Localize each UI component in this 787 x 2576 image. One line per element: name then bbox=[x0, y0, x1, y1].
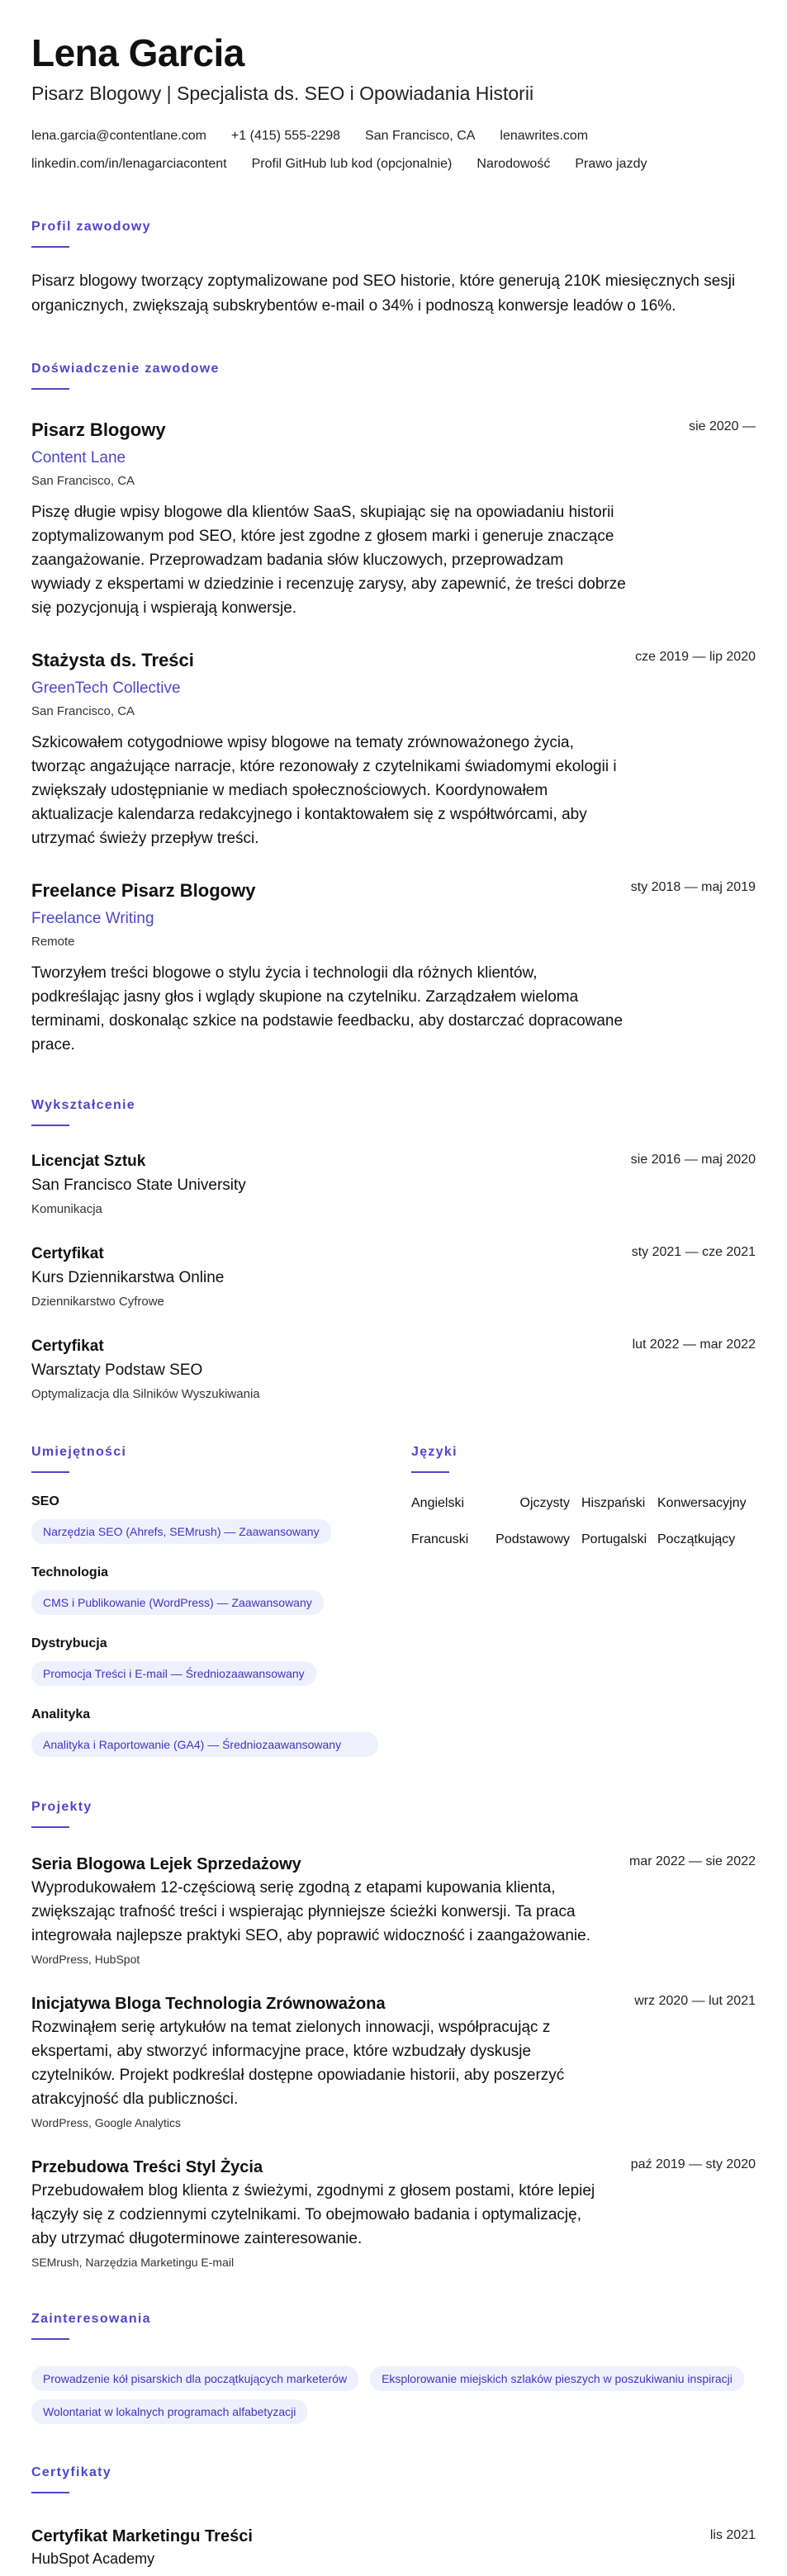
education-degree: Certyfikat bbox=[31, 1338, 104, 1355]
skill-group bbox=[31, 1564, 378, 1615]
skills-languages-row bbox=[31, 1445, 756, 1757]
skill-pill: CMS i Publikowanie (WordPress) — Zaawansowany bbox=[31, 1590, 324, 1615]
skill-group-name: Analityka bbox=[31, 1707, 91, 1721]
contact-nationality: Narodowość bbox=[476, 157, 551, 171]
education-degree: Certyfikat bbox=[31, 1245, 104, 1262]
education-entry bbox=[31, 1243, 756, 1311]
project-description: Rozwinąłem serię artykułów na temat zielonych innowacji, współpracując z ekspertami, aby stworzyć informacyjne prace, które wzbudzały dyskusje czytelników. Projekt podkreślał dostępne opowiadanie historii, aby poszerzyć atrakcyjność dla publiczności. bbox=[31, 2019, 565, 2108]
language-level: Podstawowy bbox=[495, 1532, 570, 1546]
language-level: Konwersacyjny bbox=[657, 1496, 747, 1510]
section-divider bbox=[31, 1826, 69, 1828]
experience-section bbox=[31, 362, 756, 1057]
language-row bbox=[411, 1529, 756, 1551]
job-description: Piszę długie wpisy blogowe dla klientów SaaS, skupiając się na opowiadaniu historii zoptymalizowanym pod SEO, które jest zgodne z głosem marki i generuje znaczące zaangażowanie. Przeprowadzam badania słów kluczowych, przeprowadzam wywiady z ekspertami w dziedzinie i recenzuję zarysy, aby zapewnić, że treści dobrze się pozycjonują i wspierają konwersje. bbox=[31, 504, 626, 617]
education-school: Kurs Dziennikarstwa Online bbox=[31, 1269, 225, 1286]
summary-text: Pisarz blogowy tworzący zoptymalizowane pod SEO historie, które generują 210K miesięcznych sesji organicznych, zwiększają subskrybentów e-mail o 34% i podnoszą konwersje leadów o 16%. bbox=[31, 272, 736, 315]
section-divider bbox=[31, 388, 69, 390]
language-name: Portugalski bbox=[581, 1532, 647, 1546]
education-date: lut 2022 — mar 2022 bbox=[632, 1338, 756, 1352]
interest-pill: Eksplorowanie miejskich szlaków pieszych w poszukiwaniu inspiracji bbox=[370, 2366, 744, 2391]
project-title: Przebudowa Treści Styl Życia bbox=[31, 2158, 263, 2176]
job-title: Freelance Pisarz Blogowy bbox=[31, 880, 256, 901]
contact-driving-license: Prawo jazdy bbox=[575, 157, 647, 171]
job-company: Freelance Writing bbox=[31, 910, 154, 927]
education-school: San Francisco State University bbox=[31, 1177, 246, 1194]
skill-pill: Analityka i Raportowanie (GA4) — Średniozaawansowany bbox=[31, 1732, 378, 1757]
job-company: Content Lane bbox=[31, 449, 126, 466]
project-description: Przebudowałem blog klienta z świeżymi, zgodnymi z głosem postami, które lepiej łączyły się z codziennymi czytelnikami. To obejmowało badania i optymalizację, aby utrzymać długoterminowe zainteresowanie. bbox=[31, 2182, 595, 2247]
education-section bbox=[31, 1098, 756, 1404]
contact-location: San Francisco, CA bbox=[365, 129, 476, 143]
skill-pill: Promocja Treści i E-mail — Średniozaawansowany bbox=[31, 1661, 316, 1686]
section-title: Doświadczenie zawodowe bbox=[31, 362, 220, 376]
summary-section bbox=[31, 220, 756, 319]
contact-email[interactable]: lena.garcia@contentlane.com bbox=[31, 129, 206, 143]
skill-group-name: Dystrybucja bbox=[31, 1636, 107, 1650]
job-entry bbox=[31, 878, 756, 1057]
section-title: Umiejętności bbox=[31, 1445, 127, 1459]
section-title: Certyfikaty bbox=[31, 2465, 112, 2479]
job-date: cze 2019 — lip 2020 bbox=[635, 650, 756, 664]
language-level: Początkujący bbox=[657, 1532, 736, 1546]
section-divider bbox=[31, 2338, 69, 2340]
project-description: Wyprodukowałem 12-częściową serię zgodną z etapami kupowania klienta, zwiększając trafność treści i wspierając płynniejsze ścieżki konwersji. Ta praca integrowała najlepsze praktyki SEO, aby poprawić widoczność i zaangażowanie. bbox=[31, 1879, 590, 1944]
project-title: Seria Blogowa Lejek Sprzedażowy bbox=[31, 1855, 301, 1873]
interest-list bbox=[31, 2358, 756, 2424]
certificate-issuer: HubSpot Academy bbox=[31, 2550, 155, 2567]
interest-pill: Wolontariat w lokalnych programach alfabetyzacji bbox=[31, 2399, 307, 2424]
education-school: Warsztaty Podstaw SEO bbox=[31, 1361, 203, 1379]
education-date: sie 2016 — maj 2020 bbox=[630, 1153, 756, 1167]
education-field: Dziennikarstwo Cyfrowe bbox=[31, 1295, 164, 1309]
section-title: Profil zawodowy bbox=[31, 220, 151, 234]
education-field: Komunikacja bbox=[31, 1202, 102, 1216]
project-tech: WordPress, Google Analytics bbox=[31, 2116, 182, 2129]
job-location: San Francisco, CA bbox=[31, 704, 135, 718]
project-entry bbox=[31, 1992, 756, 2131]
candidate-name: Lena Garcia bbox=[31, 31, 244, 74]
section-title: Projekty bbox=[31, 1800, 92, 1814]
job-entry bbox=[31, 648, 756, 850]
project-date: mar 2022 — sie 2022 bbox=[629, 1854, 756, 1868]
skill-pill: Narzędzia SEO (Ahrefs, SEMrush) — Zaawansowany bbox=[31, 1519, 331, 1544]
section-divider bbox=[31, 1471, 69, 1473]
certificate-entry bbox=[31, 2525, 756, 2569]
resume-header bbox=[31, 30, 756, 178]
skill-group-name: Technologia bbox=[31, 1565, 109, 1579]
job-location: San Francisco, CA bbox=[31, 474, 135, 488]
section-divider bbox=[411, 1471, 449, 1473]
job-company: GreenTech Collective bbox=[31, 680, 181, 697]
job-description: Tworzyłem treści blogowe o stylu życia i technologii dla różnych klientów, podkreślając jasny głos i wglądy skupione na czytelniku. Zarządzałem wieloma terminami, doskonaląc szkice na podstawie feedbacku, aby dostarczać dopracowane prace. bbox=[31, 964, 623, 1054]
languages-section bbox=[411, 1445, 756, 1757]
job-entry bbox=[31, 418, 756, 620]
skill-group bbox=[31, 1706, 378, 1757]
project-entry bbox=[31, 2156, 756, 2271]
language-name: Angielski bbox=[411, 1496, 465, 1510]
certificates-section bbox=[31, 2465, 756, 2569]
skill-group-name: SEO bbox=[31, 1494, 59, 1508]
project-tech: SEMrush, Narzędzia Marketingu E-mail bbox=[31, 2256, 235, 2269]
job-date: sie 2020 — bbox=[689, 419, 756, 433]
certificate-date: lis 2021 bbox=[709, 2528, 756, 2542]
job-date: sty 2018 — maj 2019 bbox=[630, 880, 756, 894]
project-tech: WordPress, HubSpot bbox=[31, 1953, 140, 1966]
education-entry bbox=[31, 1336, 756, 1404]
project-title: Inicjatywa Bloga Technologia Zrównoważona bbox=[31, 1995, 386, 2013]
language-table bbox=[411, 1493, 756, 1551]
language-row bbox=[411, 1493, 756, 1514]
project-date: paź 2019 — sty 2020 bbox=[630, 2157, 756, 2171]
project-entry bbox=[31, 1853, 756, 1968]
job-title: Pisarz Blogowy bbox=[31, 419, 166, 440]
language-name: Francuski bbox=[411, 1532, 469, 1546]
contact-github[interactable]: Profil GitHub lub kod (opcjonalnie) bbox=[251, 157, 453, 171]
contact-list bbox=[31, 122, 756, 178]
education-field: Optymalizacja dla Silników Wyszukiwania bbox=[31, 1387, 260, 1401]
section-title: Języki bbox=[411, 1445, 458, 1459]
certificate-name: Certyfikat Marketingu Treści bbox=[31, 2527, 253, 2545]
candidate-headline: Pisarz Blogowy | Specjalista ds. SEO i Opowiadania Historii bbox=[31, 83, 534, 104]
skill-group bbox=[31, 1635, 378, 1686]
education-date: sty 2021 — cze 2021 bbox=[631, 1245, 756, 1259]
projects-section bbox=[31, 1800, 756, 2271]
section-divider bbox=[31, 246, 69, 248]
job-location: Remote bbox=[31, 935, 75, 949]
section-divider bbox=[31, 2492, 69, 2493]
skill-group bbox=[31, 1493, 378, 1544]
interests-section bbox=[31, 2312, 756, 2424]
education-degree: Licencjat Sztuk bbox=[31, 1153, 146, 1170]
language-level: Ojczysty bbox=[519, 1496, 570, 1510]
section-divider bbox=[31, 1125, 69, 1126]
section-title: Zainteresowania bbox=[31, 2312, 151, 2326]
contact-linkedin[interactable]: linkedin.com/in/lenagarciacontent bbox=[31, 157, 227, 171]
job-title: Stażysta ds. Treści bbox=[31, 650, 194, 670]
section-title: Wykształcenie bbox=[31, 1098, 135, 1112]
contact-website[interactable]: lenawrites.com bbox=[500, 129, 589, 143]
contact-phone[interactable]: +1 (415) 555-2298 bbox=[230, 129, 341, 143]
project-date: wrz 2020 — lut 2021 bbox=[634, 1994, 756, 2008]
language-name: Hiszpański bbox=[581, 1496, 646, 1510]
education-entry bbox=[31, 1151, 756, 1219]
skills-section bbox=[31, 1445, 378, 1757]
job-description: Szkicowałem cotygodniowe wpisy blogowe na tematy zrównoważonego życia, tworząc angażujące narracje, które rezonowały z czytelnikami świadomymi ekologii i zwiększały udostępnianie w mediach społecznościowych. Koordynowałem aktualizacje kalendarza redakcyjnego i kontaktowałem się z współtwórcami, aby utrzymać świeży przepływ treści. bbox=[31, 734, 617, 847]
interest-pill: Prowadzenie kół pisarskich dla początkujących marketerów bbox=[31, 2366, 358, 2391]
